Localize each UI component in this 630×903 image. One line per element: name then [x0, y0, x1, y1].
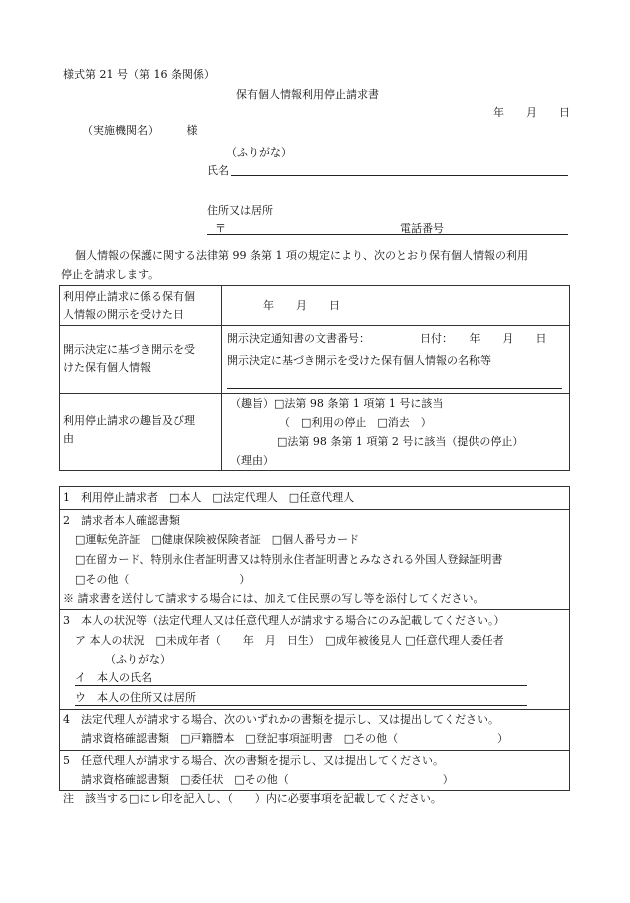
voluntary-agent-docs[interactable]: 請求資格確認書類 □委任状 □その他（ ）: [81, 773, 454, 786]
table-row-divider: [59, 393, 570, 394]
purpose-item-2[interactable]: □法第 98 条第 1 項第 2 号に該当（提供の停止）: [277, 435, 524, 448]
id-docs-note: ※ 請求書を送付して請求する場合には、加えて住民票の写し等を添付してください。: [63, 592, 485, 605]
disclosed-info-name-field[interactable]: [227, 376, 562, 389]
name-label: 氏名: [207, 164, 229, 177]
principal-name-label: イ 本人の氏名: [75, 671, 152, 684]
principal-address-label: ウ 本人の住所又は居所: [75, 691, 196, 704]
intro-line-2: 停止を請求します。: [61, 268, 160, 281]
id-docs-line-2[interactable]: □在留カード、特別永住者証明書又は特別永住者証明書とみなされる外国人登録証明書: [75, 553, 503, 566]
section-divider: [59, 609, 570, 610]
legal-agent-docs[interactable]: 請求資格確認書類 □戸籍謄本 □登記事項証明書 □その他（ ）: [81, 732, 509, 745]
principal-status-title: 3 本人の状況等（法定代理人又は任意代理人が請求する場合にのみ記載してください。）: [63, 614, 505, 627]
row3-label-2: 由: [63, 432, 74, 445]
furigana-label: （ふりがな）: [226, 146, 292, 159]
legal-agent-title: 4 法定代理人が請求する場合、次のいずれかの書類を提示し、又は提出してください。: [63, 713, 499, 726]
phone-label: 電話番号: [400, 222, 444, 235]
form-number: 様式第 21 号（第 16 条関係）: [63, 68, 215, 81]
name-field[interactable]: [231, 163, 568, 176]
row1-label-2: 人情報の開示を受けた日: [63, 308, 184, 321]
reason-label: （理由）: [230, 454, 274, 467]
id-docs-line-1[interactable]: □運転免許証 □健康保険被保険者証 □個人番号カード: [75, 533, 360, 546]
doc-date-field[interactable]: 日付： 年 月 日: [420, 332, 547, 345]
address-field[interactable]: [207, 221, 568, 235]
principal-furigana-label: （ふりがな）: [105, 653, 171, 666]
date-line: 年 月 日: [493, 106, 570, 119]
requester-type[interactable]: 1 利用停止請求者 □本人 □法定代理人 □任意代理人: [63, 491, 355, 504]
doc-number-label: 開示決定通知書の文書番号：: [227, 332, 370, 345]
principal-name-field[interactable]: [75, 669, 527, 686]
disclosed-info-name-label: 開示決定に基づき開示を受けた保有個人情報の名称等: [227, 354, 491, 367]
footer-note: 注 該当する□にレ印を記入し、（ ）内に必要事項を記載してください。: [63, 792, 442, 805]
page-title: 保有個人情報利用停止請求書: [236, 88, 379, 101]
section-divider: [59, 709, 570, 710]
voluntary-agent-title: 5 任意代理人が請求する場合、次の書類を提示し、又は提出してください。: [63, 754, 444, 767]
purpose-options[interactable]: （ □利用の停止 □消去 ）: [279, 416, 432, 429]
row3-label-1: 利用停止請求の趣旨及び理: [63, 414, 195, 427]
table-row-divider: [59, 325, 570, 326]
disclosure-date-field[interactable]: 年 月 日: [263, 299, 340, 312]
intro-line-1: 個人情報の保護に関する法律第 99 条第 1 項の規定により、次のとおり保有個人情報の利用: [75, 249, 528, 262]
principal-address-field[interactable]: [75, 689, 527, 706]
id-docs-title: 2 請求者本人確認書類: [63, 514, 180, 527]
postal-mark: 〒: [215, 222, 226, 235]
row2-label-1: 開示決定に基づき開示を受: [63, 343, 195, 356]
address-label: 住所又は居所: [207, 204, 273, 217]
principal-status-line[interactable]: ア 本人の状況 □未成年者（ 年 月 日生） □成年被後見人 □任意代理人委任者: [75, 634, 504, 647]
table-divider: [221, 285, 222, 471]
id-docs-other[interactable]: □その他（ ）: [75, 573, 251, 586]
row1-label-1: 利用停止請求に係る保有個: [63, 290, 195, 303]
purpose-item-1[interactable]: （趣旨）□法第 98 条第 1 項第 1 号に該当: [230, 397, 444, 410]
addressee: （実施機関名） 様: [82, 124, 198, 137]
section-divider: [59, 509, 570, 510]
section-divider: [59, 750, 570, 751]
row2-label-2: けた保有個人情報: [63, 361, 151, 374]
